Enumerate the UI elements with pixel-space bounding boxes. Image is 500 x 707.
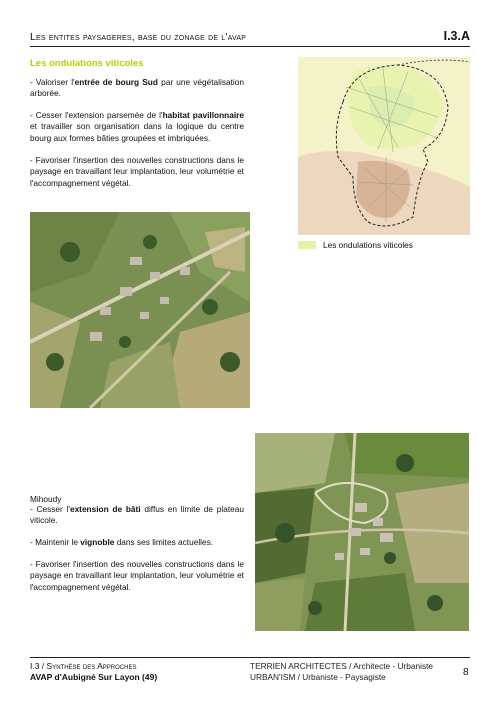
page-code: I.3.A xyxy=(443,29,470,43)
page-header xyxy=(30,28,470,47)
paragraph-habitat: - Cesser l'extension parsemée de l'habitat pavillonnaire et travailler son organisation dans la logique du centre bourg aux formes bâties groupées et imbriquées. xyxy=(30,110,244,143)
footer-section: I.3 / Synthèse des Approches xyxy=(30,661,137,671)
footer-architect: TERRIEN ARCHITECTES / Architecte - Urbaniste xyxy=(250,661,434,671)
legend-label: Les ondulations viticoles xyxy=(323,240,413,250)
paragraph-vignoble: - Maintenir le vignoble dans ses limites actuelles. xyxy=(30,537,214,547)
section-title-ondulations: Les ondulations viticoles xyxy=(30,58,144,69)
aerial-photo-bourg xyxy=(30,212,250,408)
paragraph-insertion-1: - Favoriser l'insertion des nouvelles constructions dans le paysage en travaillant leur implantation, leur volumétrie et l'accompagnement végétal. xyxy=(30,155,244,188)
aerial-photo-mihoudy xyxy=(255,433,469,631)
page-number: 8 xyxy=(463,667,469,678)
paragraph-entree-bourg: - Valoriser l'entrée de bourg Sud par une végétalisation arborée. xyxy=(30,77,244,99)
zoning-map xyxy=(298,57,470,235)
paragraph-insertion-2: - Favoriser l'insertion des nouvelles constructions dans le paysage en travaillant leur implantation, leur volumétrie et l'accompagnement végétal. xyxy=(30,559,244,592)
bold-vignoble: vignoble xyxy=(80,537,115,547)
bold-extension-bati: extension de bâti xyxy=(69,504,141,514)
legend-swatch xyxy=(298,241,316,249)
paragraph-extension-bati: - Cesser l'extension de bâti diffus en limite de plateau viticole. xyxy=(30,504,244,526)
bold-habitat: habitat pavillonnaire xyxy=(162,110,244,120)
section-title-mihoudy: Mihoudy xyxy=(30,494,62,504)
footer-rule xyxy=(30,657,470,658)
footer-urbanist: URBAN'ISM / Urbaniste - Paysagiste xyxy=(250,672,386,682)
footer-avap: AVAP d'Aubigné Sur Layon (49) xyxy=(30,672,158,682)
bold-entree-bourg: entrée de bourg Sud xyxy=(74,77,158,87)
page-title: Les entites paysageres, base du zonage de l'avap xyxy=(30,31,247,43)
